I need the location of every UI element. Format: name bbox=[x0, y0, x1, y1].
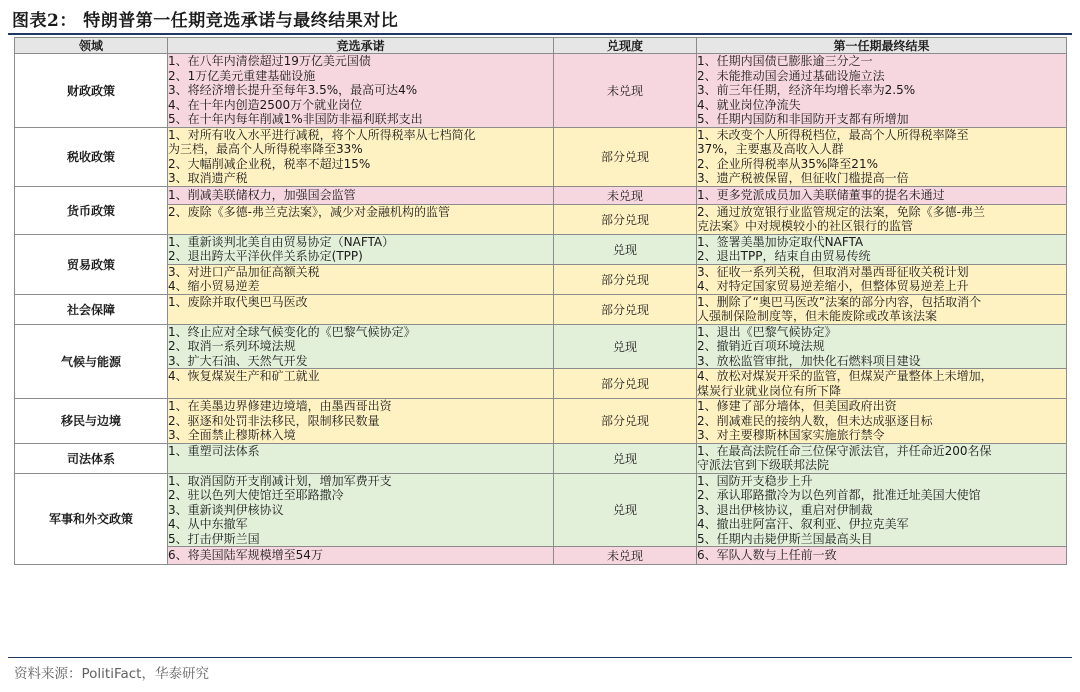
status-cell: 兑现 bbox=[554, 443, 697, 473]
result-cell-line: 4、放松对煤炭开采的监管，但煤炭产量整体上未增加， bbox=[697, 369, 993, 383]
result-cell-line: 2、退出TPP，结束自由贸易传统 bbox=[697, 249, 871, 263]
promise-cell-line: 3、取消遗产税 bbox=[168, 171, 248, 185]
status-cell: 未兑现 bbox=[554, 186, 697, 204]
table-row bbox=[15, 127, 1067, 186]
table-row bbox=[15, 204, 1067, 234]
promise-cell-line: 2、大幅削减企业税，税率不超过15% bbox=[168, 156, 371, 171]
status-cell: 部分兑现 bbox=[554, 127, 697, 186]
status-cell: 部分兑现 bbox=[554, 294, 697, 324]
promise-cell-line: 为三档，最高个人所得税率降至33% bbox=[168, 142, 363, 156]
source-note: 资料来源：PolitiFact，华泰研究 bbox=[14, 666, 209, 682]
table-row bbox=[15, 473, 1067, 547]
header-result: 第一任期最终结果 bbox=[697, 38, 1067, 54]
promise-cell-line: 1、在美墨边界修建边境墙，由墨西哥出资 bbox=[168, 399, 392, 413]
result-cell bbox=[697, 324, 1067, 369]
domain-cell: 司法体系 bbox=[15, 443, 168, 473]
result-cell bbox=[697, 264, 1067, 294]
result-cell-line: 守派法官到下级联邦法院 bbox=[697, 458, 830, 472]
promise-cell-line: 4、从中东撤军 bbox=[168, 517, 248, 531]
domain-cell: 税收政策 bbox=[15, 127, 168, 186]
promise-cell-line: 3、重新谈判伊核协议 bbox=[168, 502, 284, 517]
table-row bbox=[15, 186, 1067, 204]
result-cell-line: 2、未能推动国会通过基础设施立法 bbox=[697, 68, 885, 83]
result-cell-line: 3、放松监管审批，加快化石燃料项目建设 bbox=[697, 353, 921, 368]
blank-line bbox=[168, 384, 553, 399]
promise-cell bbox=[168, 547, 554, 565]
promise-cell bbox=[168, 473, 554, 547]
status-cell: 部分兑现 bbox=[554, 264, 697, 294]
promise-cell-line: 1、取消国防开支削减计划，增加军费开支 bbox=[168, 473, 392, 488]
promise-cell-line: 2、取消一系列环境法规 bbox=[168, 339, 296, 353]
table-body bbox=[15, 54, 1067, 565]
result-cell bbox=[697, 186, 1067, 204]
promise-cell-line: 4、缩小贸易逆差 bbox=[168, 279, 260, 293]
promise-cell bbox=[168, 369, 554, 399]
result-cell-line: 2、撤销近百项环境法规 bbox=[697, 339, 825, 353]
promise-cell-line: 1、在八年内清偿超过19万亿美元国债 bbox=[168, 54, 371, 68]
domain-cell: 财政政策 bbox=[15, 54, 168, 128]
table-row bbox=[15, 294, 1067, 324]
table-row bbox=[15, 443, 1067, 473]
domain-cell: 移民与边境 bbox=[15, 399, 168, 444]
result-cell-line: 4、对特定国家贸易逆差缩小，但整体贸易逆差上升 bbox=[697, 279, 969, 293]
status-cell: 部分兑现 bbox=[554, 399, 697, 444]
result-cell-line: 1、国防开支稳步上升 bbox=[697, 473, 813, 488]
status-cell: 部分兑现 bbox=[554, 369, 697, 399]
promise-cell-line: 2、驱逐和处罚非法移民，限制移民数量 bbox=[168, 413, 380, 428]
table-row bbox=[15, 369, 1067, 399]
result-cell-line: 2、承认耶路撒冷为以色列首都，批准迁址美国大使馆 bbox=[697, 488, 981, 502]
blank-line bbox=[168, 309, 553, 324]
table-row bbox=[15, 234, 1067, 264]
result-cell-line: 1、签署美墨加协定取代NAFTA bbox=[697, 234, 864, 249]
result-cell-line: 5、任期内击毙伊斯兰国最高头目 bbox=[697, 531, 873, 546]
promise-cell-line: 3、扩大石油、天然气开发 bbox=[168, 353, 308, 368]
promise-cell-line: 4、恢复煤炭生产和矿工就业 bbox=[168, 369, 320, 383]
promise-cell bbox=[168, 324, 554, 369]
result-cell-line: 1、未改变个人所得税档位，最高个人所得税率降至 bbox=[697, 127, 969, 142]
header-domain: 领域 bbox=[15, 38, 168, 54]
promise-cell-line: 1、废除并取代奥巴马医改 bbox=[168, 294, 308, 309]
promise-cell bbox=[168, 264, 554, 294]
status-cell: 未兑现 bbox=[554, 547, 697, 565]
header-status: 兑现度 bbox=[554, 38, 697, 54]
result-cell-line: 3、前三年任期，经济年均增长率为2.5% bbox=[697, 83, 916, 97]
status-cell: 兑现 bbox=[554, 473, 697, 547]
promise-cell-line: 2、退出跨太平洋伙伴关系协定(TPP) bbox=[168, 249, 363, 263]
promise-cell bbox=[168, 234, 554, 264]
result-cell bbox=[697, 399, 1067, 444]
status-cell: 兑现 bbox=[554, 324, 697, 369]
blank-line bbox=[168, 219, 553, 234]
table-row bbox=[15, 324, 1067, 369]
promise-cell-line: 2、驻以色列大使馆迁至耶路撒冷 bbox=[168, 488, 344, 502]
result-cell-line: 4、撤出驻阿富汗、叙利亚、伊拉克美军 bbox=[697, 517, 909, 531]
result-cell-line: 煤炭行业就业岗位有所下降 bbox=[697, 383, 842, 398]
result-cell-line: 1、退出《巴黎气候协定》 bbox=[697, 324, 837, 339]
result-cell-line: 4、就业岗位净流失 bbox=[697, 97, 801, 112]
result-cell-line: 克法案》中对规模较小的社区银行的监管 bbox=[697, 219, 914, 233]
table-row bbox=[15, 399, 1067, 444]
promise-cell-line: 1、对所有收入水平进行减税，将个人所得税率从七档简化 bbox=[168, 127, 476, 142]
result-cell bbox=[697, 443, 1067, 473]
domain-cell: 社会保障 bbox=[15, 294, 168, 324]
figure-title: 图表2： 特朗普第一任期竞选承诺与最终结果对比 bbox=[12, 11, 399, 31]
promise-cell-line: 1、重塑司法体系 bbox=[168, 443, 260, 458]
result-cell-line: 6、军队人数与上任前一致 bbox=[697, 548, 837, 563]
result-cell bbox=[697, 294, 1067, 324]
table-row bbox=[15, 54, 1067, 128]
header-promise: 竞选承诺 bbox=[168, 38, 554, 54]
result-cell bbox=[697, 473, 1067, 547]
promise-cell-line: 5、打击伊斯兰国 bbox=[168, 531, 260, 546]
result-cell bbox=[697, 234, 1067, 264]
result-cell-line: 1、修建了部分墙体，但美国政府出资 bbox=[697, 399, 897, 413]
status-cell: 兑现 bbox=[554, 234, 697, 264]
promise-cell-line: 3、将经济增长提升至每年3.5%，最高可达4% bbox=[168, 83, 418, 97]
result-cell-line: 人强制保险制度等，但未能废除或改革该法案 bbox=[697, 309, 938, 323]
result-cell-line: 37%，主要惠及高收入人群 bbox=[697, 142, 844, 156]
status-cell: 部分兑现 bbox=[554, 204, 697, 234]
blank-line bbox=[168, 458, 553, 473]
status-cell: 未兑现 bbox=[554, 54, 697, 128]
promise-cell bbox=[168, 54, 554, 128]
result-cell bbox=[697, 127, 1067, 186]
result-cell bbox=[697, 54, 1067, 128]
result-cell-line: 2、削减难民的接纳人数，但未达成驱逐目标 bbox=[697, 413, 933, 428]
result-cell-line: 1、任期内国债已膨胀逾三分之一 bbox=[697, 54, 873, 68]
title-rule bbox=[8, 33, 1072, 35]
promise-cell-line: 2、废除《多德-弗兰克法案》，减少对金融机构的监管 bbox=[168, 204, 450, 219]
footer-rule bbox=[8, 657, 1072, 658]
result-cell-line: 1、在最高法院任命三位保守派法官，并任命近200名保 bbox=[697, 443, 992, 458]
result-cell-line: 2、企业所得税率从35%降至21% bbox=[697, 156, 878, 171]
promise-cell bbox=[168, 443, 554, 473]
result-cell-line: 3、征收一系列关税，但取消对墨西哥征收关税计划 bbox=[697, 264, 969, 279]
result-cell-line: 1、删除了“奥巴马医改”法案的部分内容，包括取消个 bbox=[697, 294, 982, 309]
result-cell-line: 3、遗产税被保留，但征收门槛提高一倍 bbox=[697, 171, 909, 185]
result-cell bbox=[697, 369, 1067, 399]
comparison-table bbox=[14, 37, 1067, 565]
result-cell bbox=[697, 547, 1067, 565]
result-cell-line: 3、退出伊核协议，重启对伊制裁 bbox=[697, 502, 873, 517]
promise-cell bbox=[168, 399, 554, 444]
promise-cell-line: 1、削减美联储权力，加强国会监管 bbox=[168, 187, 356, 202]
domain-cell: 贸易政策 bbox=[15, 234, 168, 294]
promise-cell bbox=[168, 294, 554, 324]
domain-cell: 货币政策 bbox=[15, 186, 168, 234]
result-cell-line: 2、通过放宽银行业监管规定的法案，免除《多德-弗兰 bbox=[697, 204, 985, 219]
result-cell-line: 1、更多党派成员加入美联储董事的提名未通过 bbox=[697, 187, 945, 202]
promise-cell bbox=[168, 204, 554, 234]
result-cell bbox=[697, 204, 1067, 234]
result-cell-line: 5、任期内国防和非国防开支都有所增加 bbox=[697, 112, 909, 126]
table-header-row bbox=[15, 38, 1067, 54]
promise-cell-line: 3、对进口产品加征高额关税 bbox=[168, 264, 320, 279]
promise-cell-line: 4、在十年内创造2500万个就业岗位 bbox=[168, 97, 363, 112]
promise-cell-line: 2、1万亿美元重建基础设施 bbox=[168, 68, 316, 83]
domain-cell: 军事和外交政策 bbox=[15, 473, 168, 565]
domain-cell: 气候与能源 bbox=[15, 324, 168, 399]
result-cell-line: 3、对主要穆斯林国家实施旅行禁令 bbox=[697, 428, 885, 442]
promise-cell bbox=[168, 186, 554, 204]
table-row bbox=[15, 264, 1067, 294]
promise-cell-line: 5、在十年内每年削减1%非国防非福利联邦支出 bbox=[168, 112, 423, 126]
promise-cell bbox=[168, 127, 554, 186]
promise-cell-line: 1、重新谈判北美自由贸易协定（NAFTA） bbox=[168, 234, 395, 249]
table-row bbox=[15, 547, 1067, 565]
promise-cell-line: 3、全面禁止穆斯林入境 bbox=[168, 428, 296, 442]
promise-cell-line: 6、将美国陆军规模增至54万 bbox=[168, 548, 323, 563]
promise-cell-line: 1、终止应对全球气候变化的《巴黎气候协定》 bbox=[168, 324, 416, 339]
